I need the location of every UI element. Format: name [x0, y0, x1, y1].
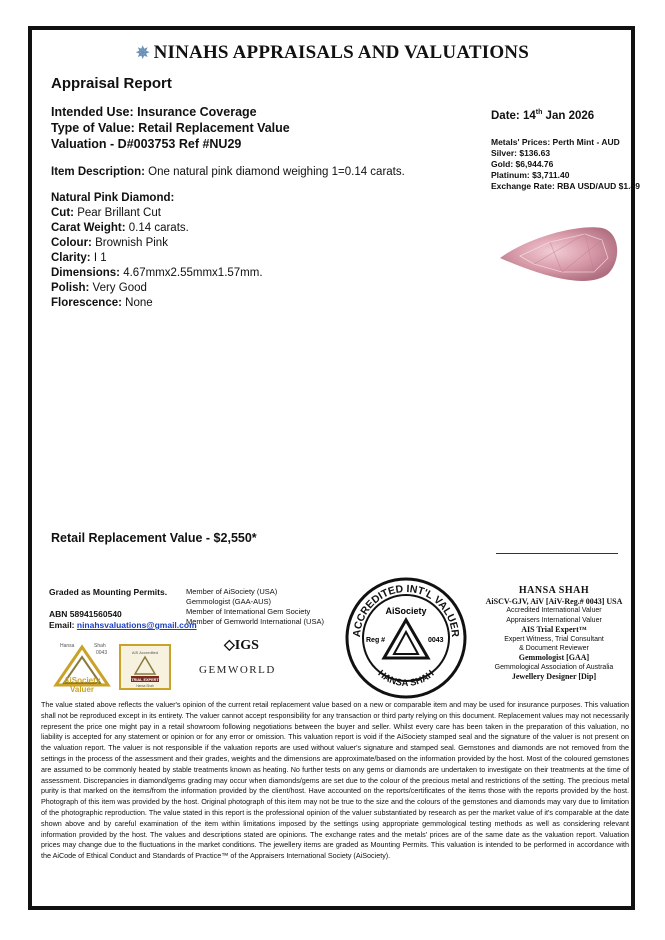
signature-line [496, 553, 618, 554]
svg-text:Reg #: Reg # [366, 637, 386, 644]
svg-text:AiSociety: AiSociety [385, 606, 427, 616]
snowflake-logo-icon: ✵ [135, 45, 150, 62]
valuer-title: Accredited International Valuer [506, 607, 602, 615]
metals-heading: Metals' Prices: Perth Mint - AUD [491, 137, 620, 147]
company-name: NINAHS APPRAISALS AND VALUATIONS [153, 42, 529, 63]
retail-replacement-value: Retail Replacement Value - $2,550* [51, 531, 257, 545]
valuer-name: HANSA SHAH [518, 585, 590, 596]
svg-text:AIS Accredited: AIS Accredited [131, 650, 159, 655]
membership-item: Member of International Gem Society [186, 607, 311, 616]
svg-text:AiSociety: AiSociety [63, 676, 101, 685]
aisociety-valuer-badge-icon [50, 641, 114, 693]
item-description: Item Description: One natural pink diamond weighing 1=0.14 carats. [51, 166, 405, 178]
diamond-details [51, 191, 263, 311]
membership-item: Gemmologist (GAA-AUS) [186, 597, 272, 606]
membership-item: Member of AiSociety (USA) [186, 587, 278, 596]
disclaimer-text: The value stated above reflects the valuer's opinion of the current retail replacement value based on a new or comparable item and may be used for insurance purposes. This valuation shall not be reproduced except in its entirety. The valuer cannot accept responsibility for any transaction or third party relying on this document. Replacement values may not necessarily represent the price one might pay in a retail showroom following negotiations between the buyer and seller. Whilst every care has been taken in the preparation of this valuation, no liability is accepted for any statement or opinion or for any error or omission. This valuation report is void if the AiSociety stamped seal and the signature of the valuer is not present on the valuation report. The valuer is not responsible if the valuation reports are used without valuer's signature and stamped seal. Gemstones and diamonds are not removed from the settings in the process of the assessment and their grades, weights and the dimensions are approximate/based on the information provided by the host. Most of the coloured gemstones are assumed to be commonly heated by stable treatments known as heating. No further tests on any gems or diamonds are undertaken to investigate on their treatments at the time of assessment. Discrepancies in diamond/gems grading may occur when diamonds/gems are set due to the colour of the precious metal and restrictions of the setting. The precious metal purity is that marked on the items/from the information provided by the client/host. Have accounted on the reports/certificates of the items those with the reports provided by the host. Photograph of this item was provided by the host. Original photograph of this item may not be true to the size and the colours of the gemstones and diamonds may vary due to limitation of the photographic reproduction. The value stated in this report is the professional opinion of the valuer substantiated by research as per the market value of it's comparable at the date shown above and by careful examination of the item within limitations imposed by the settings using appropriate gemmological testing methods as well as considering relevant information provided by the host. The values and descriptions stated are opinions. The exchange rates and the metals' prices are of the same date as the valuation report. Valuation prices may change due to the fluctuations in the market conditions. The jewellery items are graded as Mounting Permits. This valuation is intended to be performed in accordance with the AiCode of Ethical Conduct and Standards of Practice™ of the Appraisers International Society (AiSociety). [41, 700, 629, 861]
valuer-title: Gemmologist [GAA] [518, 653, 590, 663]
svg-text:Hansa: Hansa [60, 643, 75, 649]
email-line: Email: ninahsvaluations@gmail.com [49, 620, 197, 630]
intended-use: Intended Use: Insurance Coverage [51, 105, 257, 119]
report-purpose [51, 104, 290, 152]
pink-diamond-photo [490, 218, 625, 290]
abn: ABN 58941560540 [49, 609, 122, 619]
svg-text:Shah: Shah [94, 643, 106, 649]
valuer-signature-block [471, 585, 637, 682]
company-header [0, 42, 665, 64]
svg-text:HANSA SHAH: HANSA SHAH [375, 668, 437, 690]
detail-clarity: Clarity: I 1 [51, 252, 107, 264]
valuer-title: AIS Trial Expert™ [521, 625, 587, 635]
valuer-title: Appraisers International Valuer [506, 616, 602, 624]
graded-note: Graded as Mounting Permits. [49, 587, 168, 597]
type-of-value: Type of Value: Retail Replacement Value [51, 121, 290, 135]
valuer-credentials: AiSCV-GJV, AiV [AiV-Reg.# 0043] USA [485, 597, 623, 606]
detail-florescence: Florescence: None [51, 297, 153, 309]
svg-text:TRIAL EXPERT: TRIAL EXPERT [131, 677, 159, 682]
detail-cut: Cut: Pear Brillant Cut [51, 207, 161, 219]
detail-polish: Polish: Very Good [51, 282, 147, 294]
detail-carat: Carat Weight: 0.14 carats. [51, 222, 189, 234]
accredited-valuer-seal-icon [344, 576, 468, 700]
report-title: Appraisal Report [51, 75, 172, 92]
detail-dimensions: Dimensions: 4.67mmx2.55mmx1.57mm. [51, 267, 263, 279]
valuer-title: Jewellery Designer [Dip] [511, 672, 597, 682]
gold-price: Gold: $6,944.76 [491, 159, 554, 169]
graded-info [49, 587, 197, 631]
valuation-ref: Valuation - D#003753 Ref #NU29 [51, 137, 242, 151]
svg-text:ACCREDITED INT'L VALUER: ACCREDITED INT'L VALUER [350, 582, 462, 638]
details-heading: Natural Pink Diamond: [51, 192, 175, 204]
svg-text:Valuer: Valuer [69, 685, 95, 693]
svg-text:0043: 0043 [428, 637, 444, 644]
valuer-title: Gemmological Association of Australia [494, 663, 614, 671]
platinum-price: Platinum: $3,711.40 [491, 170, 570, 180]
valuer-title: Expert Witness, Trial Consultant [504, 635, 604, 643]
exchange-rate: Exchange Rate: RBA USD/AUD $1.49 [491, 181, 640, 191]
report-date: Date: 14th Jan 2026 [491, 109, 595, 122]
silver-price: Silver: $136.63 [491, 148, 551, 158]
membership-item: Member of Gemworld International (USA) [186, 617, 324, 626]
svg-text:Hansa Shah: Hansa Shah [136, 684, 154, 688]
memberships [186, 587, 324, 627]
metals-prices [491, 137, 640, 192]
detail-colour: Colour: Brownish Pink [51, 237, 168, 249]
gemworld-logo: GEMWORLD [199, 664, 276, 676]
igs-logo: ◇IGS [224, 638, 259, 653]
trial-expert-badge-icon [119, 644, 171, 690]
valuer-title: & Document Reviewer [519, 645, 589, 653]
svg-text:0043: 0043 [96, 650, 108, 656]
diamond-logo-icon: ◇ [224, 638, 235, 653]
email-link[interactable]: ninahsvaluations@gmail.com [76, 620, 197, 630]
